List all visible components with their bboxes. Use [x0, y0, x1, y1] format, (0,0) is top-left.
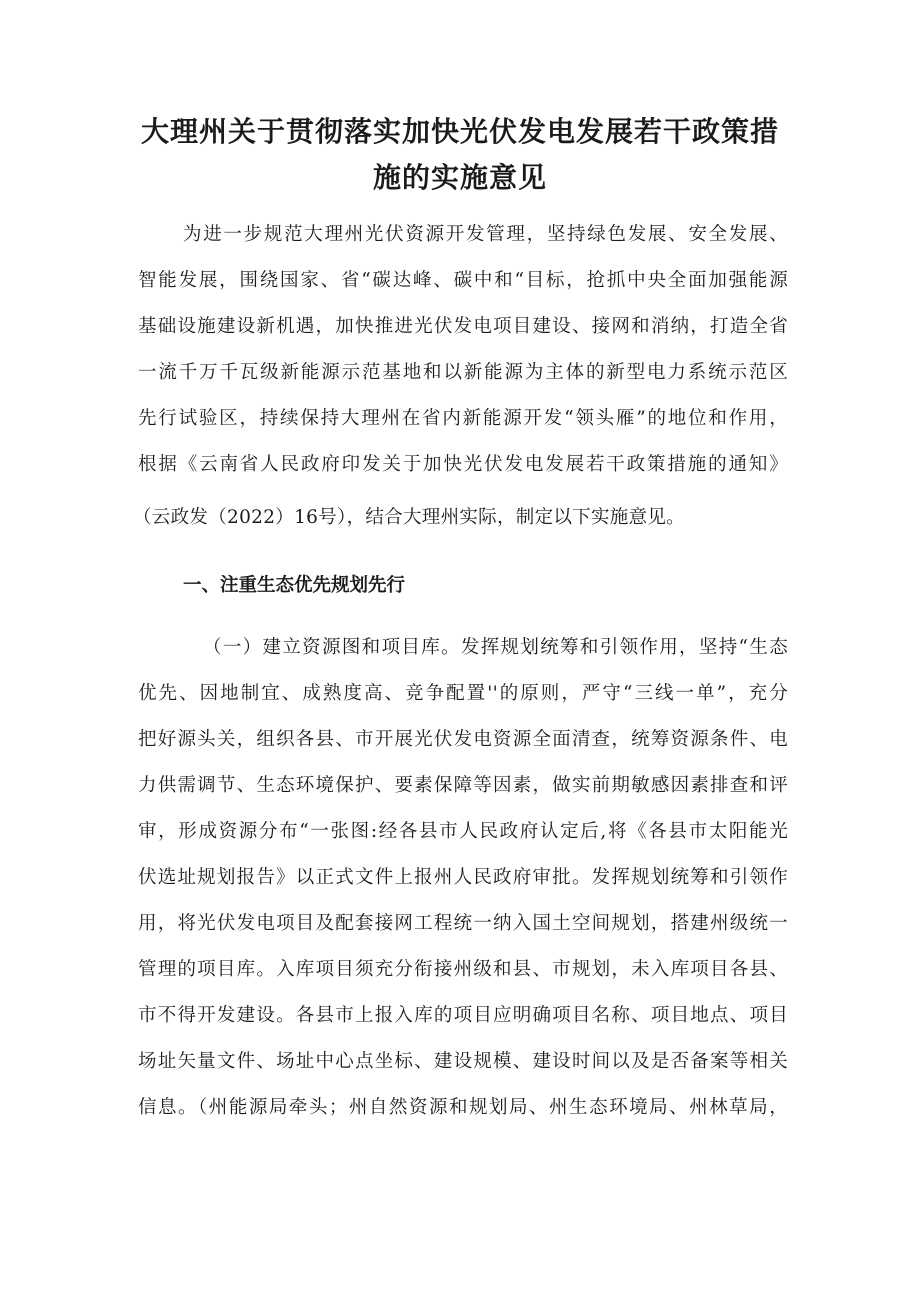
section-1-line-7: 用，将光伏发电项目及配套接网工程统一纳入国土空间规划，搭建州级统一 [138, 913, 788, 934]
section-1-line-9: 市不得开发建设。各县市上报入库的项目应明确项目名称、项目地点、项目 [138, 1005, 788, 1026]
section-1-line-11: 信息。（州能源局牵头；州自然资源和规划局、州生态环境局、州林草局， [138, 1097, 788, 1118]
section-1-heading: 一、注重生态优先规划先行 [183, 575, 406, 596]
section-1-line-5: 审，形成资源分布“一张图:经各县市人民政府认定后,将《各县市太阳能光 [138, 821, 788, 842]
document-title-line-1: 大理州关于贯彻落实加快光伏发电发展若干政策措 [140, 115, 779, 148]
section-1-line-2: 优先、因地制宜、成熟度高、竞争配置''的原则，严守“三线一单”，充分 [138, 683, 788, 704]
document-title-line-2: 施的实施意见 [372, 161, 547, 194]
intro-line-1: 为进一步规范大理州光伏资源开发管理，坚持绿色发展、安全发展、 [183, 224, 788, 245]
section-1-line-6: 伏选址规划报告》以正式文件上报州人民政府审批。发挥规划统筹和引领作 [138, 867, 788, 888]
section-1-line-4: 力供需调节、生态环境保护、要素保障等因素，做实前期敏感因素排查和评 [138, 775, 788, 796]
intro-line-2: 智能发展，围绕国家、省“碳达峰、碳中和“目标，抢抓中央全面加强能源 [138, 270, 788, 291]
intro-line-4: 一流千万千瓦级新能源示范基地和以新能源为主体的新型电力系统示范区 [138, 362, 788, 383]
intro-line-7: （云政发（2022）16号），结合大理州实际，制定以下实施意见。 [133, 507, 685, 528]
intro-line-5: 先行试验区，持续保持大理州在省内新能源开发“领头雁”的地位和作用， [138, 408, 788, 429]
section-1-line-8: 管理的项目库。入库项目须充分衔接州级和县、市规划，未入库项目各县、 [138, 959, 788, 980]
section-1-line-10: 场址矢量文件、场址中心点坐标、建设规模、建设时间以及是否备案等相关 [138, 1051, 788, 1072]
intro-line-6: 根据《云南省人民政府印发关于加快光伏发电发展若干政策措施的通知》 [138, 454, 788, 475]
section-1-line-1: （一）建立资源图和项目库。发挥规划统筹和引领作用，坚持“生态 [203, 637, 788, 658]
section-1-line-3: 把好源头关，组织各县、市开展光伏发电资源全面清查，统筹资源条件、电 [138, 729, 788, 750]
intro-line-3: 基础设施建设新机遇，加快推进光伏发电项目建设、接网和消纳，打造全省 [138, 316, 788, 337]
